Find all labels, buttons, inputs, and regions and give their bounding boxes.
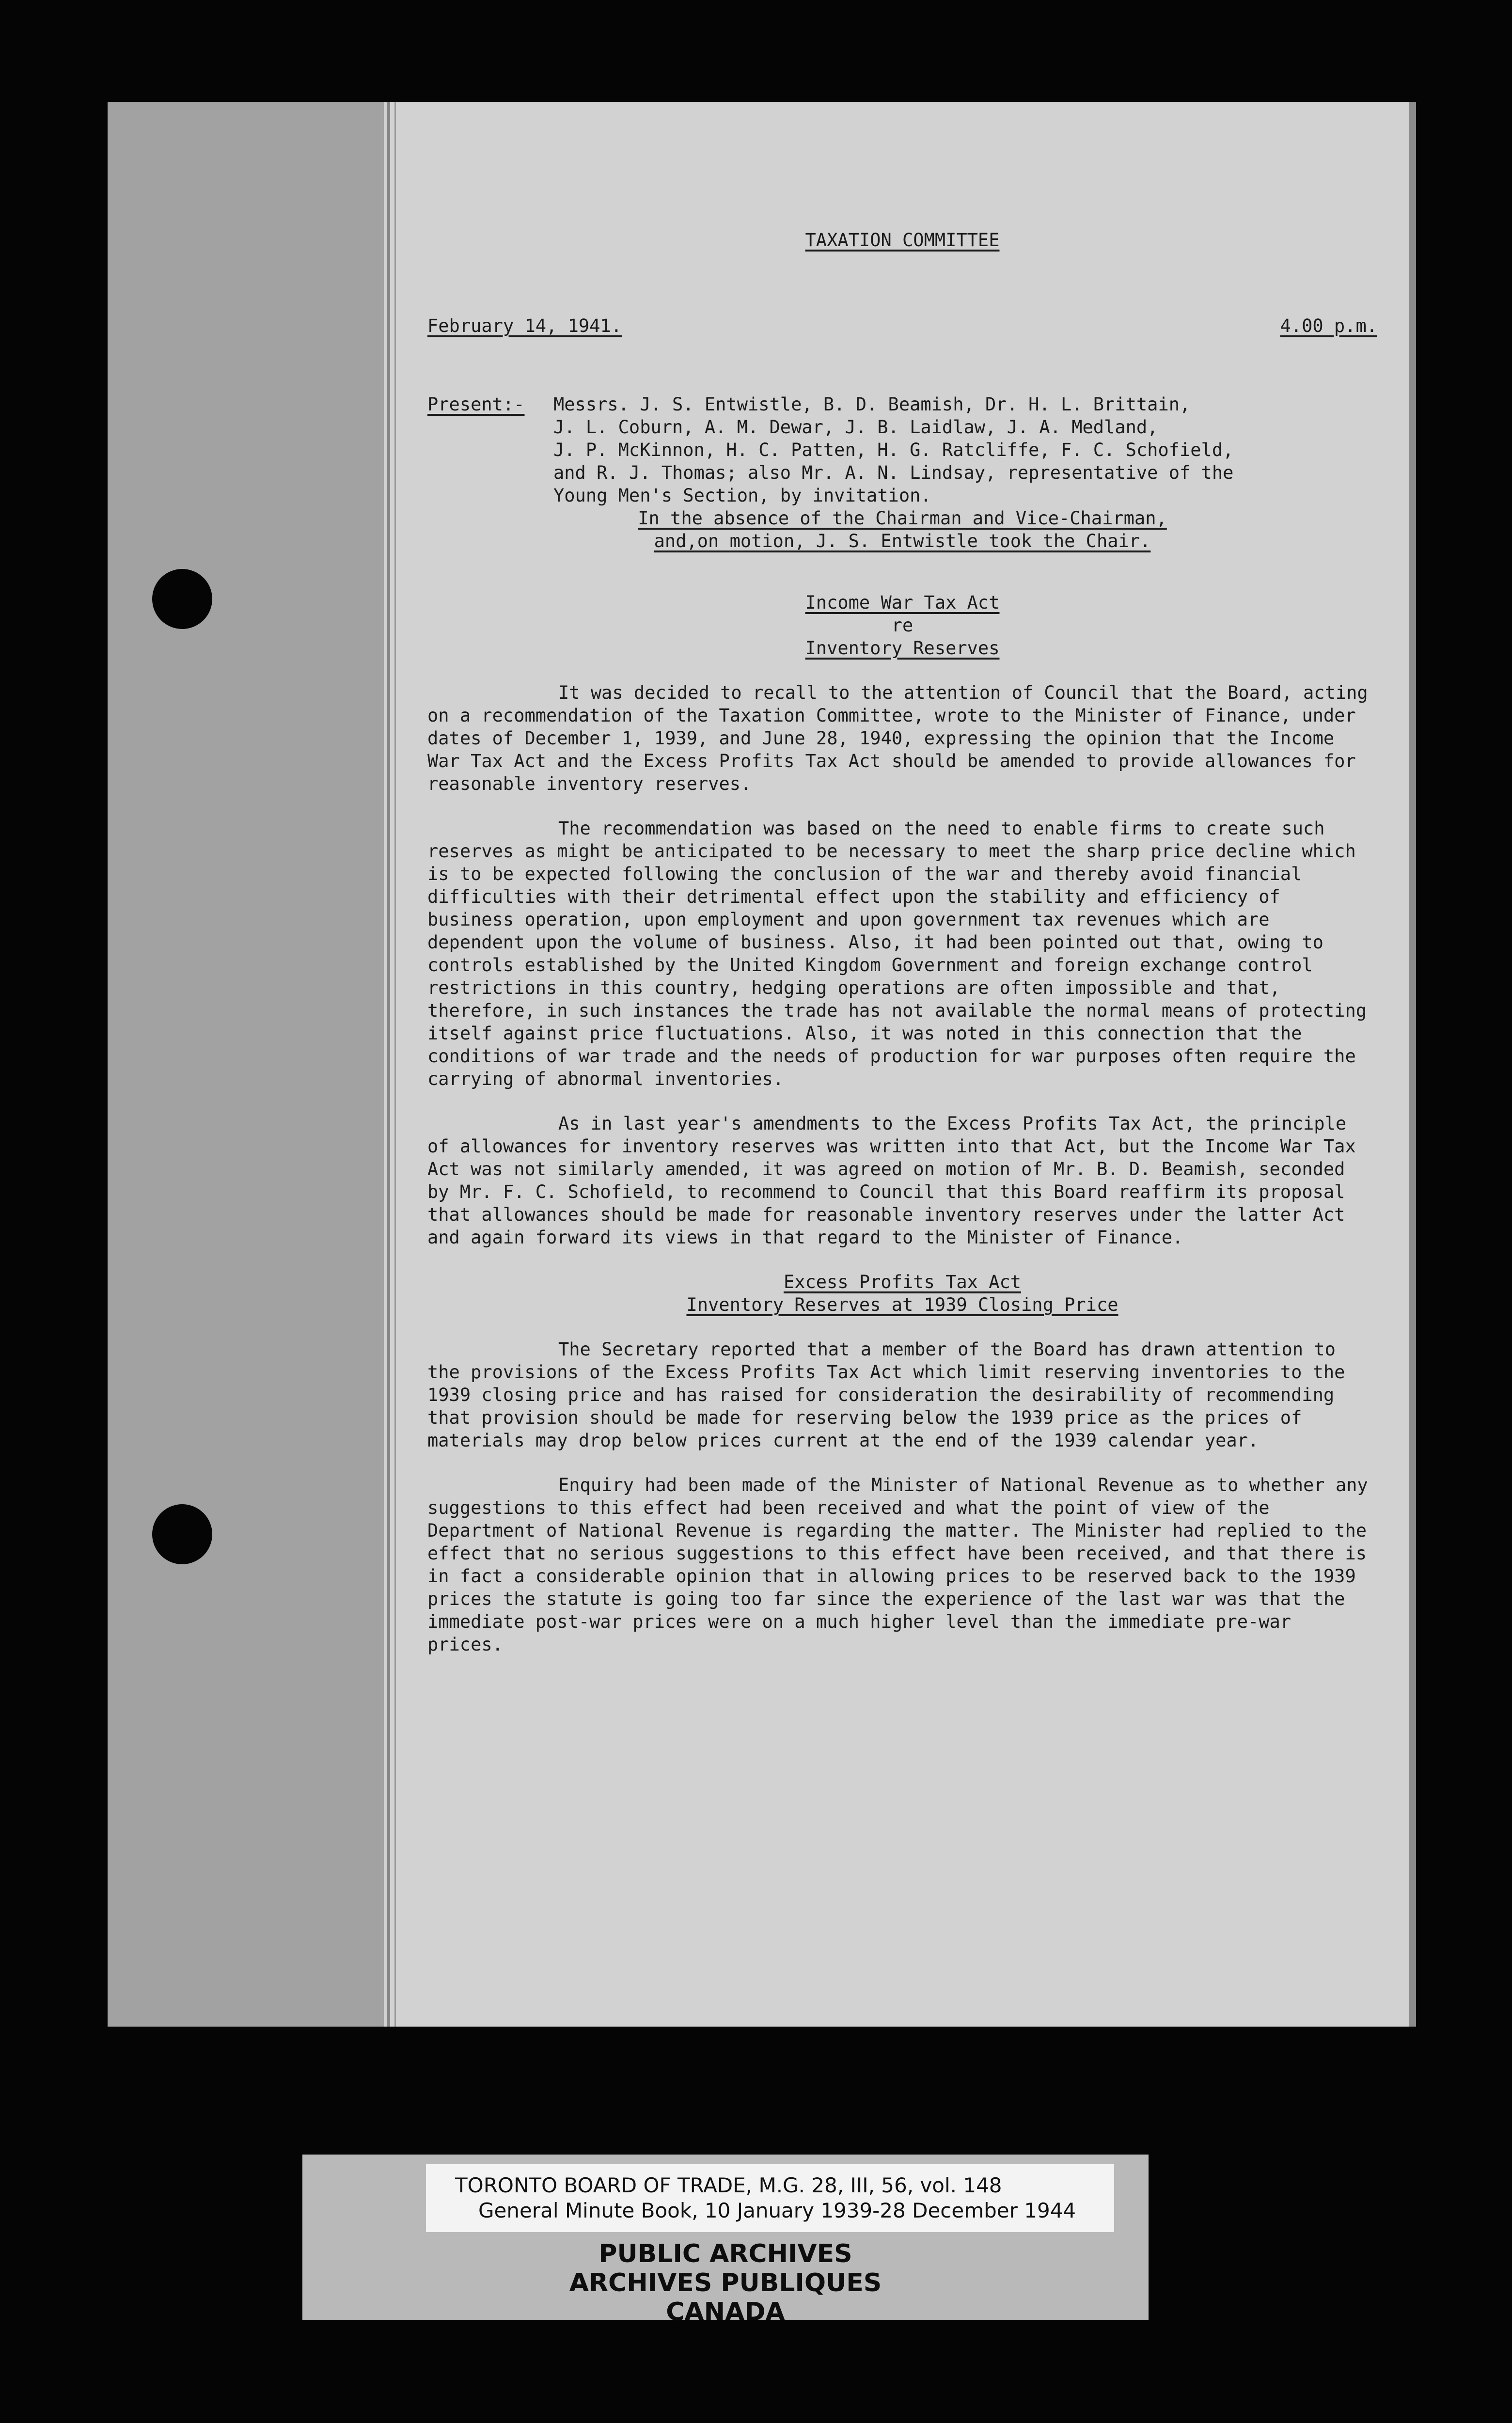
- present-list: Messrs. J. S. Entwistle, B. D. Beamish, Dr. H. L. Brittain, J. L. Coburn, A. M. Dewar, J. B. Laidlaw, J. A. Medland, J. P. McKinnon, H. C. Patten, H. G. Ratcliffe, F. C. Schofield, and R. J. Thomas; also Mr. A. N. Lindsay, representative of the Young Men's Section, by invitation.: [553, 394, 1234, 506]
- archives-stamp: [302, 2239, 1149, 2327]
- margin-rule-inner: [394, 102, 396, 2027]
- section-heading-excess-profits: [427, 1271, 1377, 1316]
- meeting-time: 4.00 p.m.: [1280, 315, 1377, 336]
- heading-line: Inventory Reserves at 1939 Closing Price: [686, 1294, 1118, 1315]
- document-page: [108, 102, 1416, 2027]
- stamp-line: PUBLIC ARCHIVES: [598, 2239, 852, 2268]
- paragraph: The recommendation was based on the need to enable firms to create such reserves as might be anticipated to be necessary to meet the sharp price decline which is to be expected following the conclusion of the war and thereby avoid financial difficulties with their detrimental effect upon the stability and efficiency of business operation, upon employment and upon government tax revenues which are dependent upon the volume of business. Also, it had been pointed out that, owing to controls established by the United Kingdom Government and foreign exchange control restrictions in this country, hedging operations are often impossible and that, therefore, in such instances the trade has not available the normal means of protecting itself against price fluctuations. Also, it was noted in this connection that the conditions of war trade and the needs of production for war purposes often require the carrying of abnormal inventories.: [427, 818, 1367, 1089]
- section-heading-income-war-tax: [427, 591, 1377, 660]
- punch-hole-top: [152, 569, 212, 629]
- date-time-row: [427, 315, 1377, 337]
- paragraph: It was decided to recall to the attention of Council that the Board, acting on a recommendation of the Taxation Committee, wrote to the Minister of Finance, under dates of December 1, 1939, and June 28, 1940, expressing the opinion that the Income War Tax Act and the Excess Profits Tax Act should be amended to provide allowances for reasonable inventory reserves.: [427, 682, 1368, 794]
- margin-rule: [387, 102, 390, 2027]
- stamp-line: CANADA: [666, 2297, 785, 2327]
- chair-note: In the absence of the Chairman and Vice-Chairman, and,on motion, J. S. Entwistle took the Chair.: [638, 508, 1167, 551]
- archive-reference-line: TORONTO BOARD OF TRADE, M.G. 28, III, 56, vol. 148: [455, 2173, 1002, 2197]
- present-label: Present:-: [427, 394, 525, 415]
- archive-footer: [302, 2155, 1149, 2327]
- paragraph: Enquiry had been made of the Minister of National Revenue as to whether any suggestions to this effect had been received and what the point of view of the Department of National Revenue is regarding the matter. The Minister had replied to the effect that no serious suggestions to this effect have been received, and that there is in fact a considerable opinion that in allowing prices to be reserved back to the 1939 prices the statute is going too far since the experience of the last war was that the immediate post-war prices were on a much higher level than the immediate pre-war prices.: [427, 1475, 1368, 1655]
- page-edge: [1409, 102, 1416, 2027]
- heading-line: Inventory Reserves: [805, 638, 1000, 659]
- meeting-date: February 14, 1941.: [427, 315, 622, 336]
- binding-strip: [108, 102, 384, 2027]
- attendance: [427, 393, 1377, 507]
- heading-line: Excess Profits Tax Act: [783, 1272, 1022, 1292]
- heading-line: re: [891, 615, 914, 636]
- minutes-text: [427, 229, 1377, 1656]
- stamp-line: ARCHIVES PUBLIQUES: [569, 2268, 882, 2297]
- archive-reference-label: [426, 2164, 1114, 2232]
- archive-reference-line: General Minute Book, 10 January 1939-28 December 1944: [478, 2199, 1076, 2222]
- document-title: TAXATION COMMITTEE: [805, 230, 1000, 251]
- punch-hole-bottom: [152, 1504, 212, 1564]
- heading-line: Income War Tax Act: [805, 592, 1000, 613]
- paragraph: As in last year's amendments to the Excess Profits Tax Act, the principle of allowances for inventory reserves was written into that Act, but the Income War Tax Act was not similarly amended, it was agreed on motion of Mr. B. D. Beamish, seconded by Mr. F. C. Schofield, to recommend to Council that this Board reaffirm its proposal that allowances should be made for reasonable inventory reserves under the latter Act and again forward its views in that regard to the Minister of Finance.: [427, 1113, 1356, 1248]
- paragraph: The Secretary reported that a member of the Board has drawn attention to the provisions of the Excess Profits Tax Act which limit reserving inventories to the 1939 closing price and has raised for consideration the desirability of recommending that provision should be made for reserving below the 1939 price as the prices of materials may drop below prices current at the end of the 1939 calendar year.: [427, 1339, 1345, 1451]
